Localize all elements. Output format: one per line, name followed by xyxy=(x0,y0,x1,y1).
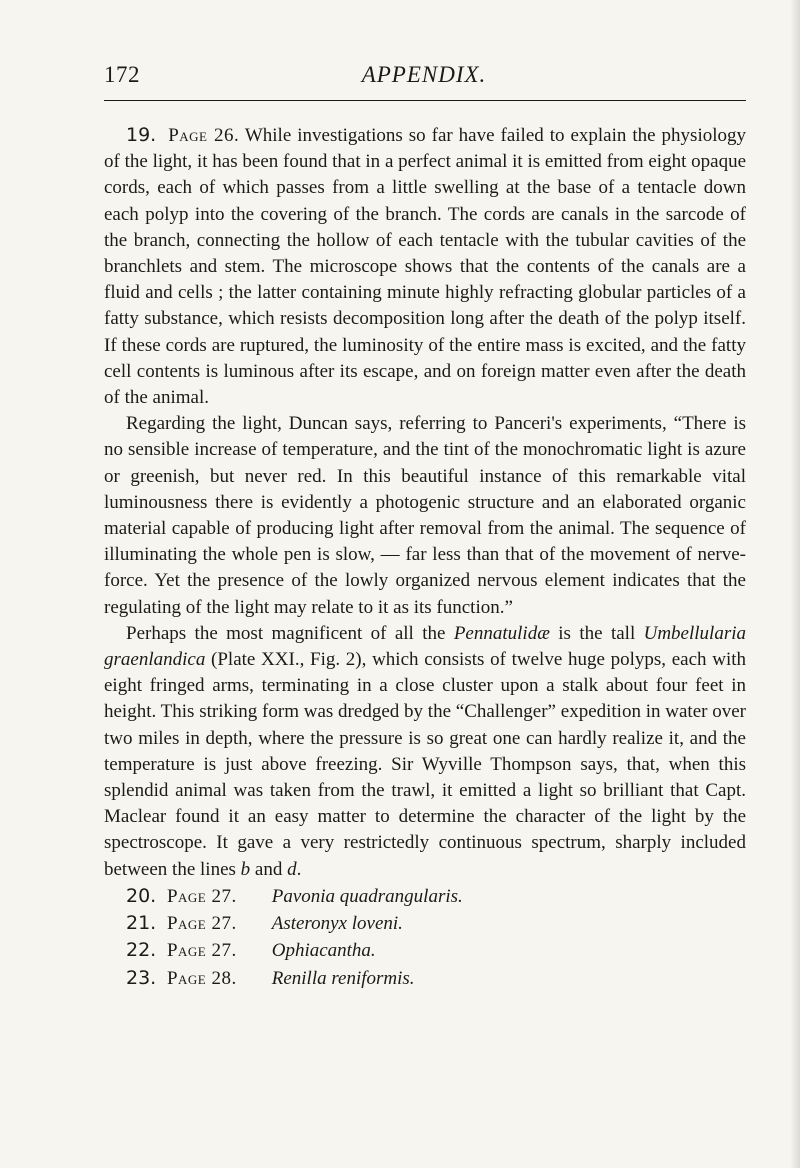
taxon-name: Pavonia quadrangularis. xyxy=(271,885,463,907)
running-title: APPENDIX. xyxy=(361,62,487,87)
paragraph-text: Regarding the light, Duncan says, referring to Panceri's experiments, “There is no sensible increase of temperature, and the tint of the monochromatic light is azure or greenish, but never red. In this beautiful instance of this remarkable vital luminousness there is evidently a photogenic structure and an elaborated organic material capable of producing light after removal from the animal. The sequence of illuminating the whole pen is slow, — far less than that of the movement of nerve-force. Yet the presence of the lowly organized nervous element indicates that the regulating of the light may relate to it as its function.” xyxy=(104,413,746,618)
page-reference: Page 27. xyxy=(166,885,237,907)
note-20 xyxy=(104,883,746,910)
note-number: 21. xyxy=(126,912,157,935)
note-19-paragraph-1 xyxy=(104,122,746,411)
note-number: 19. xyxy=(126,124,157,146)
paragraph-text: and xyxy=(254,858,283,880)
header-rule xyxy=(104,100,746,101)
page-reference: Page 27. xyxy=(166,913,237,935)
appendix-body xyxy=(104,122,746,992)
note-number: 20. xyxy=(126,884,157,907)
page-reference: Page 28. xyxy=(166,967,237,989)
note-22 xyxy=(104,937,746,964)
note-19-paragraph-2 xyxy=(104,411,746,621)
taxon-name: Ophiacantha. xyxy=(271,940,376,962)
page-number: 172 xyxy=(104,62,140,87)
spectral-line-label: d xyxy=(287,858,297,880)
spectral-line-label: b xyxy=(240,858,251,880)
page-edge-shadow xyxy=(790,0,800,1168)
page-reference: Page 27. xyxy=(166,940,237,962)
note-number: 23. xyxy=(126,966,157,989)
page-reference: Page 26. xyxy=(168,125,240,146)
paragraph-text: Perhaps the most magnificent of all the xyxy=(126,622,446,644)
paragraph-text: (Plate XXI., Fig. 2), which consists of twelve huge polyps, each with eight fringed arms, terminating in a close cluster upon a stalk about four feet in height. This striking form was dredged by the “Challenger” expedition in water over two miles in depth, where the pressure is so great one can hardly realize it, and the temperature is just above freezing. Sir Wyville Thompson says, that, when this splendid animal was taken from the trawl, it emitted a light so brilliant that Capt. Maclear found it an easy matter to determine the character of the light by the spectroscope. It gave a very restrictedly continuous spectrum, sharply included between the lines xyxy=(104,649,746,880)
note-number: 22. xyxy=(126,939,157,962)
taxon-name: Umbellularia graenlandica xyxy=(104,622,746,671)
taxon-name: Asteronyx loveni. xyxy=(271,913,403,935)
note-19-paragraph-3 xyxy=(104,621,746,883)
taxon-name: Pennatulidæ xyxy=(453,622,550,644)
note-21 xyxy=(104,910,746,937)
paragraph-text: . xyxy=(296,858,302,880)
paragraph-text: is the tall xyxy=(558,622,636,644)
paragraph-text: While investigations so far have failed to explain the physiology of the light, it has been found that in a perfect animal it is emitted from eight opaque cords, each of which passes from a little swelling at the base of a tentacle down each polyp into the covering of the branch. The cords are canals in the sarcode of the branch, connecting the hollow of each tentacle with the tubular cavities of the branchlets and stem. The microscope shows that the contents of the canals are a fluid and cells ; the latter containing minute highly refracting globular particles of a fatty substance, which resists decomposition long after the death of the polyp itself. If these cords are ruptured, the luminosity of the entire mass is excited, and the fatty cell contents is luminous after its escape, and on foreign matter even after the death of the animal. xyxy=(104,125,746,409)
note-23 xyxy=(104,965,746,992)
taxon-name: Renilla reniformis. xyxy=(271,967,415,989)
running-head xyxy=(104,62,744,92)
